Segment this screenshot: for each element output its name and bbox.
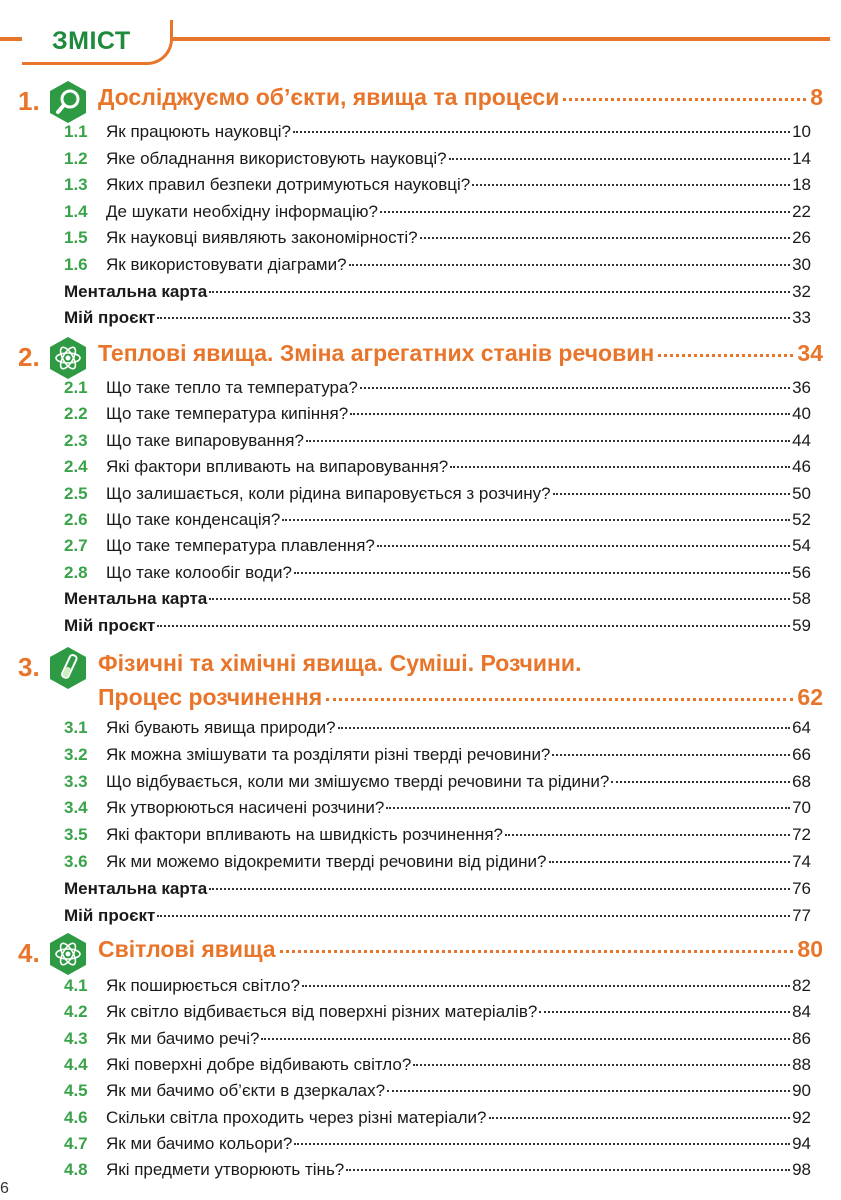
dot-leader [539,1011,790,1013]
dot-leader [302,985,790,987]
entry-number: 3.5 [64,825,88,845]
dot-leader [552,754,790,756]
entry-title: Які предмети утворюють тінь? [106,1160,345,1180]
section-heading [18,936,96,976]
section-title-link[interactable] [98,84,823,111]
section-title-link[interactable] [98,936,823,963]
dot-leader [350,413,790,415]
entry-number: 4.5 [64,1081,88,1101]
toc-entry[interactable] [64,745,811,771]
entry-page: 77 [792,905,811,925]
entry-title: Як ми бачимо об’єкти в дзеркалах? [106,1081,386,1101]
entry-title: Скільки світла проходить через різні матеріали? [106,1107,487,1127]
section-title: Теплові явища. Зміна агрегатних станів речовин [98,340,655,366]
dot-leader [338,727,791,729]
entry-title: Як світло відбивається від поверхні різних матеріалів? [106,1002,538,1022]
toc-entry[interactable] [64,378,811,404]
dot-leader [326,698,793,701]
entry-title: Як можна змішувати та розділяти різні тверді речовини? [106,744,551,764]
entry-number: 1.4 [64,201,88,221]
toc-entry[interactable] [64,175,811,201]
toc-entry[interactable] [64,1055,811,1081]
entry-title: Як ми бачимо речі? [106,1028,260,1048]
entry-page: 72 [792,825,811,845]
entry-title: Що таке конденсація? [106,510,281,529]
entry-title: Як науковці виявляють закономірності? [106,228,418,248]
dot-leader [413,1064,790,1066]
entry-number: 1.6 [64,255,88,274]
entry-page: 76 [792,878,811,898]
toc-entry[interactable] [64,149,811,175]
entry-title: Які бувають явища природи? [106,718,336,737]
toc-entry[interactable] [64,1108,811,1134]
dot-leader [420,237,790,239]
entry-page: 68 [792,771,811,791]
section-title-link[interactable] [98,340,823,367]
section-number: 2. [18,342,40,372]
dot-leader [157,915,790,917]
dot-leader [209,888,790,890]
entry-number: 1.3 [64,175,88,195]
dot-leader [157,317,790,319]
entry-number: 2.5 [64,483,88,503]
entry-title: Ментальна карта [64,878,208,898]
section-title: Процес розчинення [98,684,323,710]
entry-number: 3.3 [64,771,88,791]
section-title-link[interactable] [98,650,823,677]
entry-title: Які поверхні добре відбивають світло? [106,1054,412,1074]
entry-page: 22 [792,201,811,221]
entry-title: Що залишається, коли рідина випаровується з розчину? [106,483,551,503]
entry-page: 59 [792,615,811,635]
toc-entry[interactable] [64,510,811,536]
entry-page: 50 [792,483,811,503]
entry-page: 86 [792,1028,811,1048]
dot-leader [282,519,790,521]
toc-entry[interactable] [64,879,811,905]
section-heading [18,650,96,690]
entry-title: Як працюють науковці? [106,122,292,141]
entry-page: 70 [792,798,811,818]
dot-leader [360,387,790,389]
entry-title: Ментальна карта [64,589,208,609]
entry-number: 2.4 [64,457,88,477]
entry-page: 33 [792,308,811,328]
dot-leader [611,781,790,783]
entry-title: Що таке температура плавлення? [106,536,375,556]
entry-title: Що відбувається, коли ми змішуємо тверді речовини та рідини? [106,771,610,791]
entry-title: Мій проєкт [64,615,156,635]
entry-title: Яких правил безпеки дотримуються науковці? [106,175,471,195]
dot-leader [472,184,790,186]
toc-entry[interactable] [64,228,811,254]
entry-number: 4.4 [64,1054,88,1074]
entry-number: 3.2 [64,744,88,764]
entry-number: 2.7 [64,536,88,556]
entry-number: 4.1 [64,976,88,995]
entry-title: Як поширюється світло? [106,976,300,995]
toc-entry[interactable] [64,563,811,589]
dot-leader [387,1090,790,1092]
toc-entry[interactable] [64,772,811,798]
entry-title: Що таке випаровування? [106,430,304,450]
toc-entry[interactable] [64,457,811,483]
entry-page: 66 [792,744,811,764]
entry-title: Як ми бачимо кольори? [106,1133,293,1153]
entry-number: 2.6 [64,510,88,529]
toc-entry[interactable] [64,202,811,228]
toc-entry[interactable] [64,484,811,510]
entry-number: 3.1 [64,718,88,737]
section-number: 1. [18,86,40,116]
toc-entry[interactable] [64,122,811,148]
dot-leader [209,291,790,293]
dot-leader [346,1169,790,1171]
dot-leader [658,354,793,357]
toc-entry[interactable] [64,798,811,824]
entry-number: 4.6 [64,1107,88,1127]
section-number: 3. [18,652,40,682]
dot-leader [450,466,790,468]
toc-entry[interactable] [64,431,811,457]
entry-page: 32 [792,281,811,301]
dot-leader [349,264,791,266]
toc-entry[interactable] [64,1160,811,1186]
entry-page: 52 [792,510,811,529]
toc-entry[interactable] [64,308,811,334]
entry-title: Як ми можемо відокремити тверді речовини від рідини? [106,852,547,871]
entry-page: 58 [792,589,811,609]
entry-number: 4.8 [64,1160,88,1180]
entry-page: 74 [792,852,811,871]
dot-leader [306,440,790,442]
dot-leader [549,861,791,863]
entry-number: 4.7 [64,1133,88,1153]
toc-entry[interactable] [64,852,811,878]
entry-page: 36 [792,378,811,397]
entry-page: 64 [792,718,811,737]
entry-number: 2.1 [64,378,88,397]
atom-icon [48,336,88,380]
toc-entry[interactable] [64,1029,811,1055]
magnifier-icon [48,80,88,124]
entry-page: 26 [792,228,811,248]
entry-page: 88 [792,1054,811,1074]
dot-leader [294,1143,790,1145]
entry-page: 56 [792,562,811,582]
page-number: 6 [0,1180,9,1197]
entry-number: 2.3 [64,430,88,450]
entry-title: Мій проєкт [64,905,156,925]
entry-title: Що таке температура кипіння? [106,404,349,424]
toc-entry[interactable] [64,282,811,308]
entry-page: 92 [792,1107,811,1127]
dot-leader [489,1117,791,1119]
entry-page: 46 [792,457,811,477]
entry-page: 14 [792,148,811,168]
section-heading [18,340,96,380]
toc-entry[interactable] [64,825,811,851]
section-heading [18,84,96,124]
toc-entry[interactable] [64,589,811,615]
toc-entry[interactable] [64,536,811,562]
entry-title: Які фактори впливають на випаровування? [106,457,449,477]
section-number: 4. [18,938,40,968]
dot-leader [280,950,794,953]
entry-title: Що таке тепло та температура? [106,378,358,397]
entry-page: 54 [792,536,811,556]
entry-page: 94 [792,1133,811,1153]
section-page: 62 [797,684,823,710]
entry-number: 1.5 [64,228,88,248]
entry-number: 4.2 [64,1002,88,1022]
toc-entry[interactable] [64,255,811,281]
page-title: ЗМІСТ [52,27,131,55]
section-title-link[interactable] [98,684,823,711]
dot-leader [294,572,790,574]
entry-number: 2.8 [64,562,88,582]
entry-number: 1.2 [64,148,88,168]
entry-page: 30 [792,255,811,274]
dot-leader [157,625,790,627]
entry-page: 40 [792,404,811,424]
section-page: 8 [810,84,823,110]
toc-entry[interactable] [64,404,811,430]
dot-leader [563,98,806,101]
section-page: 34 [797,340,823,366]
dot-leader [293,131,790,133]
entry-number: 3.6 [64,852,88,871]
entry-number: 4.3 [64,1028,88,1048]
entry-title: Що таке колообіг води? [106,562,292,582]
dot-leader [377,545,790,547]
toc-entry[interactable] [64,616,811,642]
entry-page: 18 [792,175,811,195]
entry-page: 84 [792,1002,811,1022]
entry-page: 10 [792,122,811,141]
section-title: Фізичні та хімічні явища. Суміші. Розчини. [98,650,582,676]
dot-leader [386,807,790,809]
entry-page: 82 [792,976,811,995]
entry-title: Як утворюються насичені розчини? [106,798,385,818]
toc-entry[interactable] [64,1134,811,1160]
dot-leader [553,493,791,495]
dot-leader [261,1038,790,1040]
entry-number: 1.1 [64,122,88,141]
entry-page: 44 [792,430,811,450]
entry-title: Яке обладнання використовують науковці? [106,148,447,168]
entry-page: 90 [792,1081,811,1101]
toc-entry[interactable] [64,976,811,1002]
entry-title: Де шукати необхідну інформацію? [106,201,378,221]
test-tube-icon [48,646,88,690]
section-title: Досліджуємо об’єкти, явища та процеси [98,84,560,110]
entry-page: 98 [792,1160,811,1180]
section-page: 80 [797,936,823,962]
entry-title: Ментальна карта [64,281,208,301]
dot-leader [380,211,790,213]
entry-number: 3.4 [64,798,88,818]
dot-leader [209,598,790,600]
toc-entry[interactable] [64,1081,811,1107]
dot-leader [449,158,790,160]
entry-title: Як використовувати діаграми? [106,255,347,274]
toc-entry[interactable] [64,718,811,744]
toc-entry[interactable] [64,1002,811,1028]
entry-number: 2.2 [64,404,88,424]
entry-title: Мій проєкт [64,308,156,328]
dot-leader [505,834,790,836]
atom-icon [48,932,88,976]
toc-entry[interactable] [64,906,811,932]
entry-title: Які фактори впливають на швидкість розчинення? [106,825,504,845]
section-title: Світлові явища [98,936,276,962]
